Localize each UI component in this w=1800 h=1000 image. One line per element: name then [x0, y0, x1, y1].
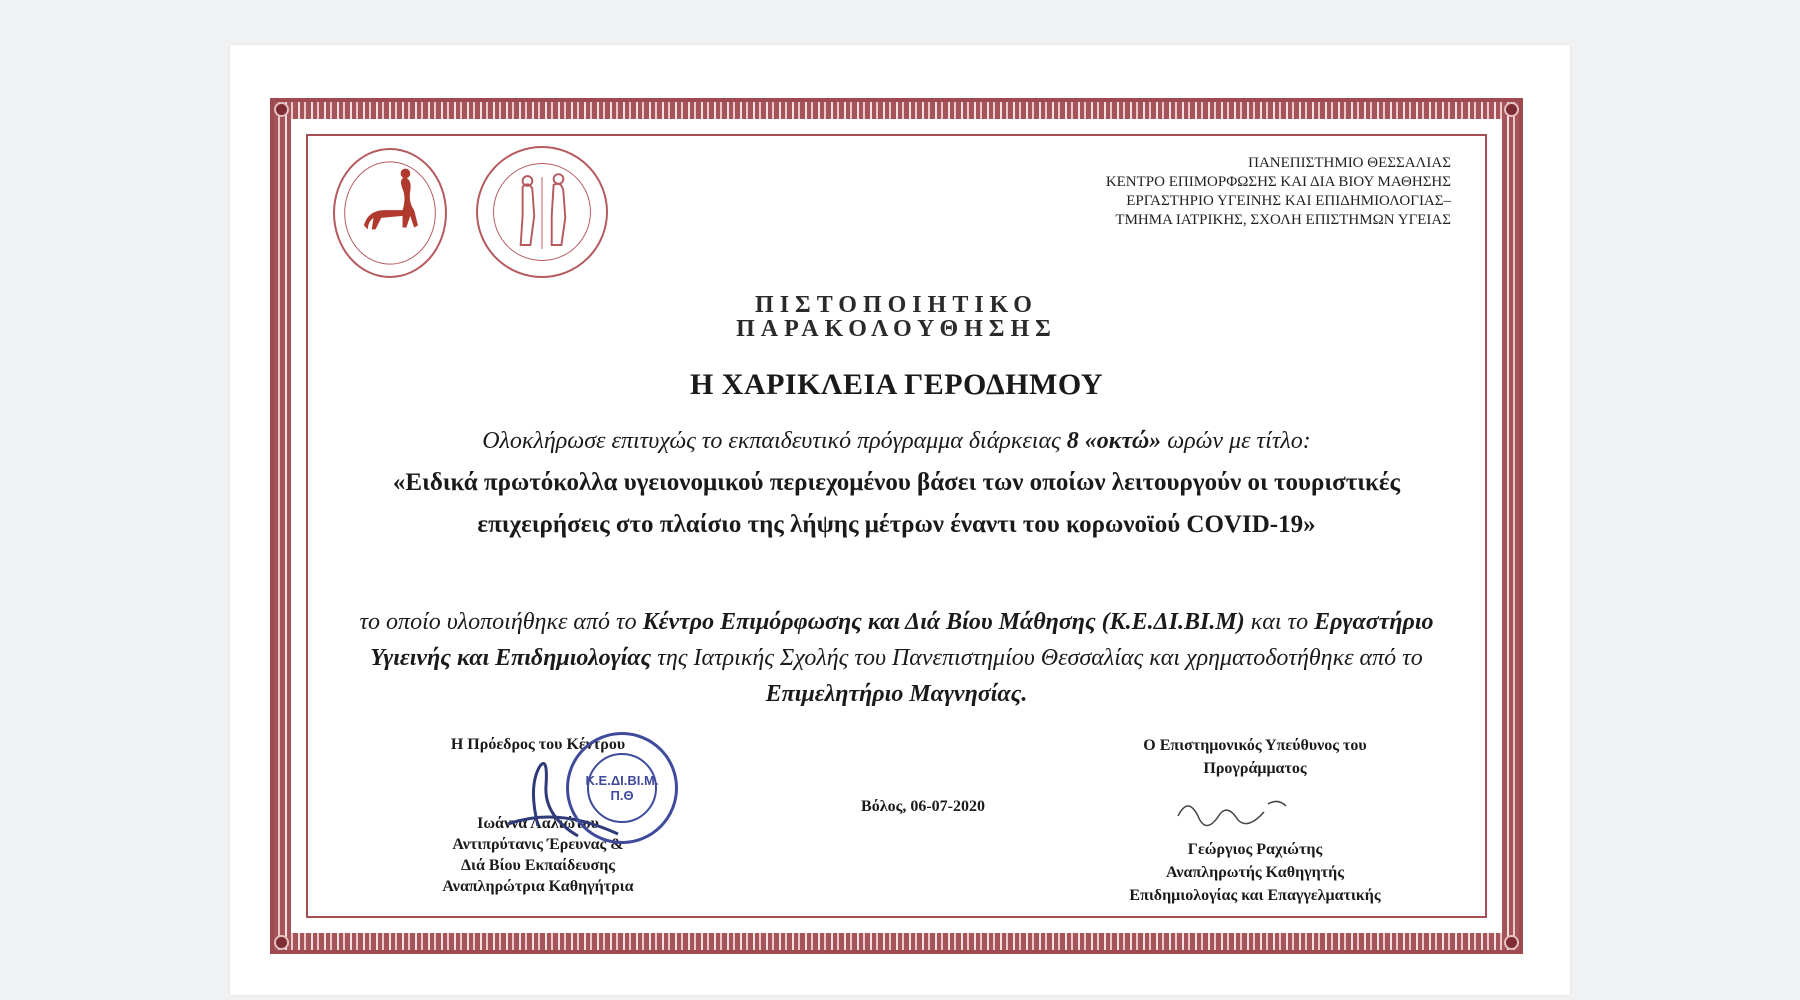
university-seal-logo	[333, 148, 447, 278]
signer-role: Ο Επιστημονικός Υπεύθυνος του	[1143, 737, 1367, 754]
signer-title: Επιδημιολογίας και Επαγγελματικής	[1129, 887, 1381, 904]
certificate-content-area	[306, 134, 1487, 918]
corner-ornament-icon	[1504, 935, 1519, 950]
recipient-name: Η ΧΑΡΙΚΛΕΙΑ ΓΕΡΟΔΗΜΟΥ	[689, 368, 1104, 401]
program-title: «Ειδικά πρωτόκολλα υγειονομικού περιεχομένου βάσει των οποίων λειτουργούν οι τουριστικές επιχειρήσεις στο πλαίσιο της λήψης μέτρων έναντι του κορωνοϊού COVID-19»	[392, 469, 1401, 538]
stamp-text: Κ.Ε.ΔΙ.ΒΙ.Μ.	[585, 773, 659, 788]
institution-line: ΤΜΗΜΑ ΙΑΤΡΙΚΗΣ, ΣΧΟΛΗ ΕΠΙΣΤΗΜΩΝ ΥΓΕΙΑΣ	[1115, 212, 1451, 228]
signer-name: Ιωάννα Λαλιώτου	[477, 815, 599, 832]
institution-line: ΚΕΝΤΡΟ ΕΠΙΜΟΡΦΩΣΗΣ ΚΑΙ ΔΙΑ ΒΙΟΥ ΜΑΘΗΣΗΣ	[1105, 174, 1451, 190]
signer-title: Διά Βίου Εκπαίδευσης	[460, 857, 616, 874]
official-stamp	[566, 732, 678, 844]
centaur-icon	[335, 150, 445, 276]
course-hours: 8 «οκτώ»	[1066, 428, 1162, 454]
institution-header	[1106, 154, 1451, 230]
corner-ornament-icon	[274, 102, 289, 117]
signer-role: Η Πρόεδρος του Κέντρου	[450, 736, 626, 753]
signer-title: Αντιπρύτανις Έρευνας &	[452, 836, 624, 853]
hygeia-asclepius-icon	[478, 148, 606, 276]
completion-statement	[338, 428, 1455, 455]
impl-text: και το	[1244, 609, 1315, 635]
completion-prefix: Ολοκλήρωσε επιτυχώς το εκπαιδευτικό πρόγραμμα διάρκειας	[482, 428, 1067, 454]
impl-center: Κέντρο Επιμόρφωσης και Διά Βίου Μάθησης (Κ.Ε.ΔΙ.ΒΙ.Μ)	[642, 609, 1245, 635]
impl-text: της Ιατρικής Σχολής του Πανεπιστημίου Θεσσαλίας και χρηματοδοτήθηκε από το	[651, 645, 1423, 671]
certificate-sheet	[230, 45, 1570, 995]
corner-ornament-icon	[274, 935, 289, 950]
impl-funder: Επιμελητήριο Μαγνησίας.	[765, 681, 1028, 707]
institution-line: ΕΡΓΑΣΤΗΡΙΟ ΥΓΕΙΝΗΣ ΚΑΙ ΕΠΙΔΗΜΙΟΛΟΓΙΑΣ–	[1126, 193, 1451, 209]
certificate-title	[308, 293, 1485, 341]
decorative-border	[270, 98, 1523, 954]
impl-lab: Εργαστήριο Υγιεινής και Επιδημιολογίας	[370, 609, 1434, 671]
impl-text: το οποίο υλοποιήθηκε από το	[359, 609, 643, 635]
corner-ornament-icon	[1504, 102, 1519, 117]
completion-suffix: ωρών με τίτλο:	[1161, 428, 1311, 454]
handwritten-signature-right	[1168, 786, 1298, 846]
medical-school-seal-logo	[476, 146, 608, 278]
stamp-text: Π.Θ	[610, 788, 634, 803]
certificate-title-line: ΠΙΣΤΟΠΟΙΗΤΙΚΟ	[755, 292, 1038, 318]
implementation-statement	[344, 604, 1449, 712]
institution-line: ΠΑΝΕΠΙΣΤΗΜΙΟ ΘΕΣΣΑΛΙΑΣ	[1248, 155, 1451, 171]
certificate-title-line: ΠΑΡΑΚΟΛΟΥΘΗΣΗΣ	[736, 316, 1057, 342]
signer-title: Αναπληρωτής Καθηγητής	[1166, 864, 1344, 881]
place-and-date: Βόλος, 06-07-2020	[861, 798, 985, 815]
signer-name: Γεώργιος Ραχιώτης	[1187, 841, 1323, 858]
signer-title: Αναπληρώτρια Καθηγήτρια	[442, 878, 634, 895]
signer-role: Προγράμματος	[1203, 760, 1307, 777]
